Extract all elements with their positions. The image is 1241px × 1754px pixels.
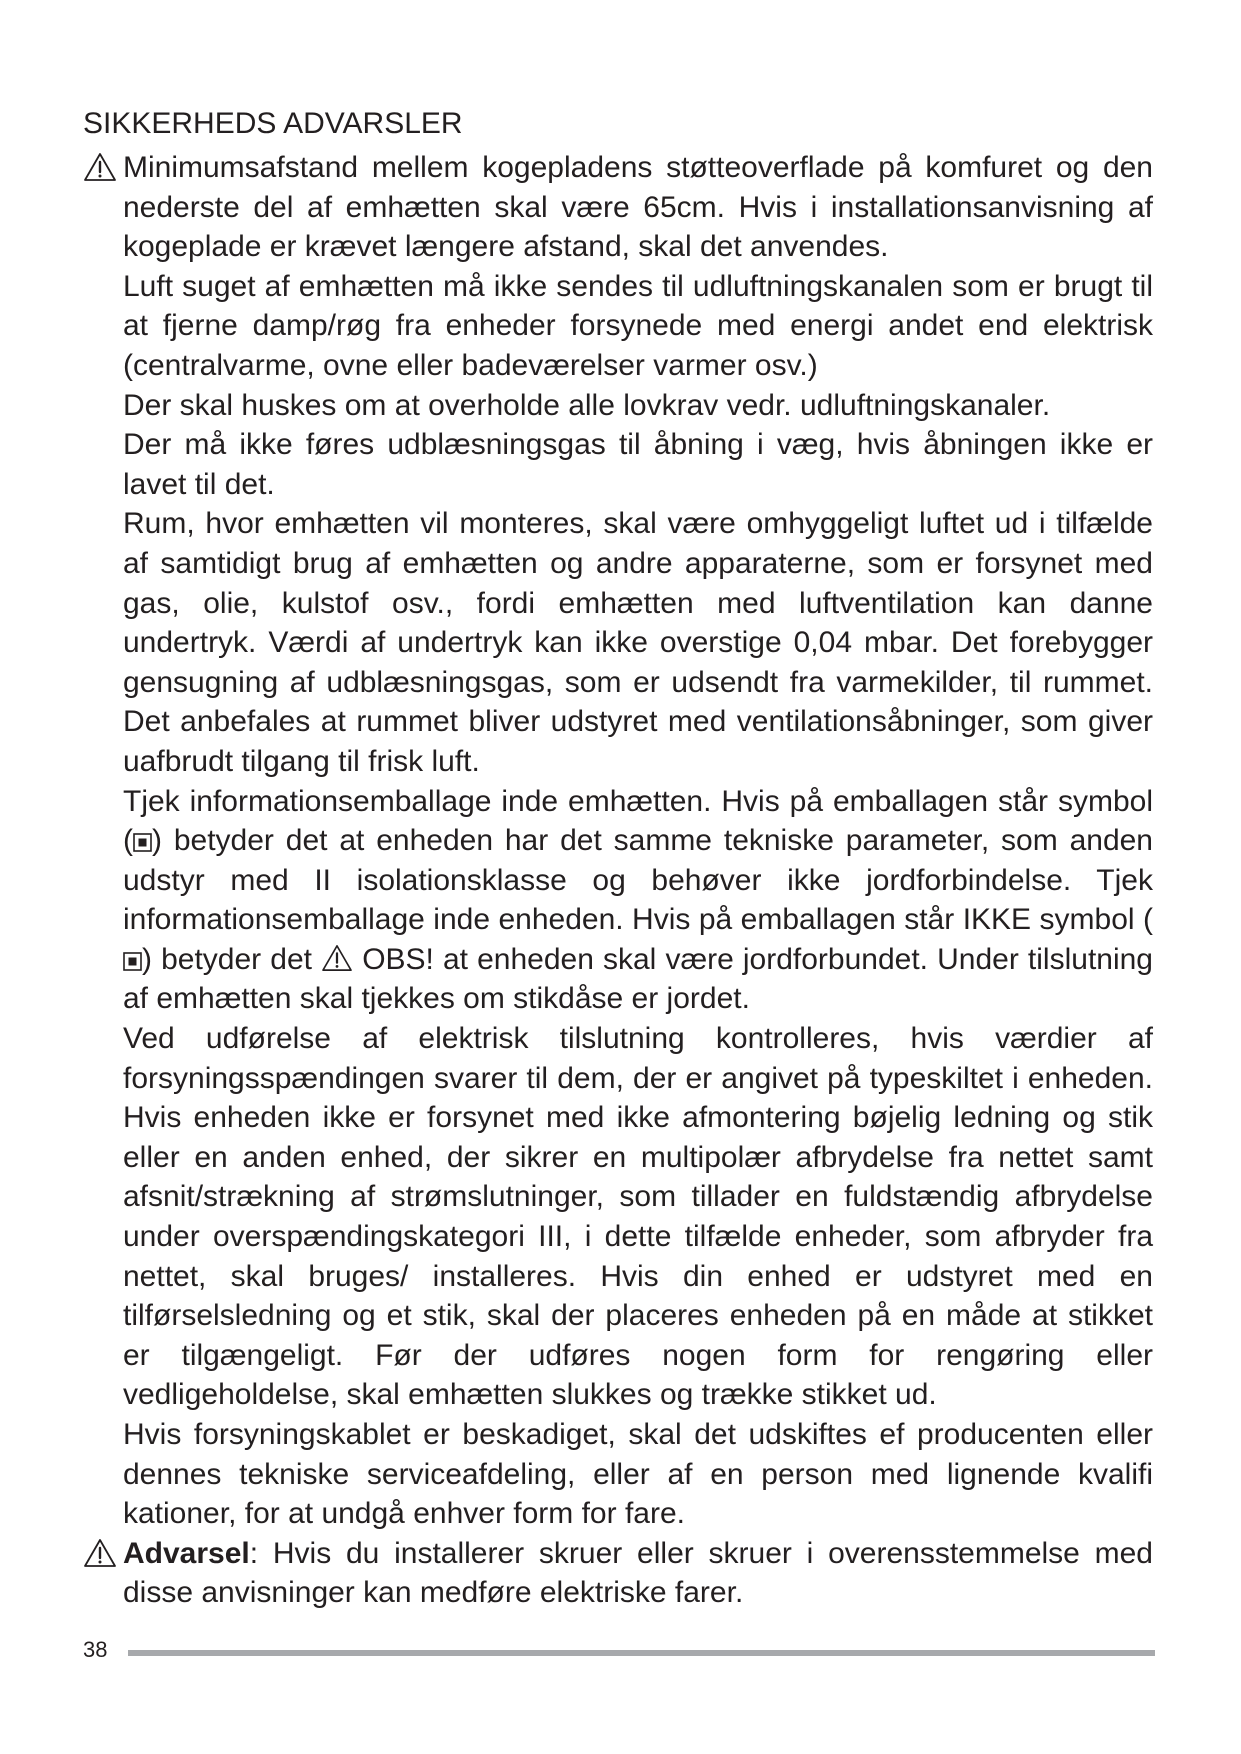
double-square-icon	[133, 833, 152, 852]
page-title: SIKKERHEDS ADVARSLER	[83, 107, 463, 140]
double-square-icon	[123, 952, 142, 971]
paragraph-wall-opening: Der må ikke føres udblæsningsgas til åbning i væg, hvis åbningen ikke er lavet til det.	[123, 428, 1153, 501]
paragraph-air-exhaust: Luft suget af emhætten må ikke sendes til udluftningskanalen som er brugt til at fjerne damp/røg fra enheder forsynede med energi andet end elektrisk (centralvarme, ovne eller badeværelser varmer osv.)	[123, 269, 1153, 382]
paragraph-insulation-class: Tjek informationsemballage inde emhætten. Hvis på emballagen står symbol ( ) betyder det at enheden har det samme tekniske parameter, som anden udstyr med II isolationsklasse og behøver ikke jordforbindelse. Tjek informationsemballage inde enheden. Hvis på emballagen står IKKE symbol () betyder det OBS! at enheden skal være jordforbundet. Under tilslutning af emhætten skal tjekkes om stikdåse er jordet.	[123, 784, 1153, 1016]
warning-label: Advarsel	[123, 1536, 250, 1570]
warning-triangle-icon	[83, 1538, 117, 1568]
paragraph-warning-screws: Advarsel: Hvis du installerer skruer eller skruer i overensstemmelse med disse anvisninger kan medføre elektriske farer.	[123, 1534, 1153, 1613]
paragraph-legal-requirements: Der skal huskes om at overholde alle lovkrav vedr. udluftningskanaler.	[123, 388, 1051, 422]
warning-triangle-icon	[321, 944, 353, 972]
paragraph-electrical-connection: Ved udførelse af elektrisk tilslutning kontrolleres, hvis værdier af forsyningsspændingen svarer til dem, der er angivet på typeskiltet i enheden. Hvis enheden ikke er forsynet med ikke afmontering bøjelig ledning og stik eller en anden enhed, der sikrer en multipolær afbrydelse fra nettet samt afsnit/strækning af strømslutninger, som tillader en fuldstændig afbrydelse under overspændingskategori III, i dette tilfælde enheder, som afbryder fra nettet, skal bruges/ installeres. Hvis din enhed er udstyret med en tilførselsledning og et stik, skal der placeres enheden på en måde at stikket er tilgængeligt. Før der udføres nogen form for rengøring eller vedligeholdelse, skal emhætten slukkes og trække stikket ud.	[123, 1022, 1153, 1412]
paragraph-damaged-cable: Hvis forsyningskablet er beskadiget, skal det udskiftes ef producenten eller dennes tekniske serviceafdeling, eller af en person med lignende kvalifi kationer, for at undgå enhver form for fare.	[123, 1418, 1153, 1531]
paragraph-min-distance: Minimumsafstand mellem kogepladens støtteoverflade på komfuret og den nederste del af emhætten skal være 65cm. Hvis i installationsanvisning af kogeplade er krævet længere afstand, skal det anvendes.	[123, 148, 1153, 267]
footer-rule	[128, 1650, 1155, 1656]
warning-triangle-icon	[83, 152, 117, 182]
paragraph-ventilation: Rum, hvor emhætten vil monteres, skal være omhyggeligt luftet ud i tilfælde af samtidigt brug af emhætten og andre apparaterne, som er forsynet med gas, olie, kulstof osv., fordi emhætten med luftventilation kan danne undertryk. Værdi af undertryk kan ikke overstige 0,04 mbar. Det forebygger gensugning af udblæsningsgas, som er udsendt fra varmekilder, til rummet. Det anbefales at rummet bliver udstyret med ventilationsåbninger, som giver uafbrudt tilgang til frisk luft.	[123, 507, 1153, 778]
page-number: 38	[83, 1637, 108, 1662]
safety-body	[123, 148, 1153, 1613]
